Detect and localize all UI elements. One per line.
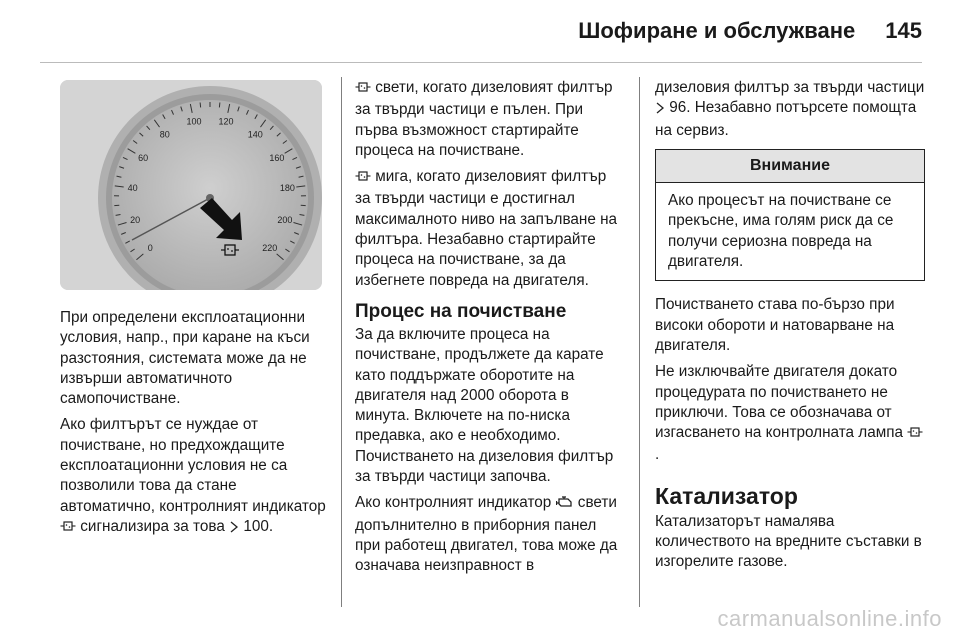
page-reference-icon xyxy=(229,519,239,539)
dpf-indicator-icon xyxy=(907,425,923,445)
paragraph: свети, когато дизеловият филтър за твърди частици е пълен. При първа възможност стартирайте процеса на почистване. xyxy=(355,79,613,159)
gauge-number: 160 xyxy=(269,152,285,163)
section-heading: Катализатор xyxy=(655,482,798,509)
paragraph: Ако контролният индикатор свети допълнително в приборния панел при работещ двигател, това може да означава неизправност в xyxy=(355,494,618,575)
gauge-number: 60 xyxy=(138,152,149,163)
gauge-number: 220 xyxy=(262,243,278,254)
gauge-number: 180 xyxy=(279,183,295,194)
column-right xyxy=(655,78,925,579)
column-divider xyxy=(639,77,640,607)
column-divider xyxy=(341,77,342,607)
notice-box xyxy=(655,149,925,281)
watermark: carmanualsonline.info xyxy=(717,606,942,631)
column-left xyxy=(60,80,330,545)
engine-check-icon xyxy=(556,495,574,515)
gauge-tick xyxy=(200,103,201,108)
speedometer-figure xyxy=(60,80,322,290)
header-rule xyxy=(40,62,922,63)
notice-text: Ако процесът на почистване се прекъсне, има голям риск да се получи сериозна повреда на двигателя. xyxy=(668,192,894,271)
gauge-number: 0 xyxy=(147,243,153,254)
dpf-indicator-icon xyxy=(60,519,76,539)
paragraph: Катализаторът намалява количеството на вредните съставки в изгорелите газове. xyxy=(655,512,922,571)
page-reference-icon xyxy=(655,100,665,120)
gauge-number: 40 xyxy=(127,183,138,194)
paragraph: мига, когато дизеловият филтър за твърди частици е достигнал максималното ниво на запълване на филтъра. Незабавно стартирайте процеса на почистване, за да избегнете повреда на двигателя. xyxy=(355,168,618,289)
section-heading: Процес на почистване xyxy=(355,300,567,322)
paragraph: Ако филтърът се нуждае от почистване, но предхождащите експлоатационни условия не са позволили това да стане автоматично, контролният индикатор сигнализира за това 100. xyxy=(60,415,330,539)
gauge-number: 80 xyxy=(159,129,170,140)
notice-title: Внимание xyxy=(656,150,924,183)
column-middle xyxy=(355,78,625,583)
page-header xyxy=(578,18,922,54)
gauge-number: 200 xyxy=(277,214,293,225)
header-title: Шофиране и обслужване xyxy=(578,18,856,43)
dpf-indicator-icon xyxy=(355,80,371,100)
gauge-number: 140 xyxy=(247,129,263,140)
paragraph: Не изключвайте двигателя докато процедурата по почистването не приключи. Това се обозначава от изгасването на контролната лампа . xyxy=(655,362,925,465)
paragraph: Почистването става по-бързо при високи обороти и натоварване на двигателя. xyxy=(655,296,895,354)
paragraph: За да включите процеса на почистване, продължете да карате като поддържате оборотите на двигателя над 2000 оборота в минута. Включете на по-ниска предавка, ако е необходимо. Почистването на дизеловия филтър за твърди частици започва. xyxy=(355,325,614,486)
dpf-indicator-icon xyxy=(355,169,371,189)
speedometer-illustration xyxy=(60,80,322,290)
gauge-tick xyxy=(219,103,220,108)
gauge-number: 120 xyxy=(218,116,234,127)
gauge-number: 20 xyxy=(130,214,141,225)
gauge-number: 100 xyxy=(186,116,202,127)
paragraph: дизеловия филтър за твърди частици 96. Незабавно потърсете помощта на сервиз. xyxy=(655,79,925,139)
paragraph: При определени експлоатационни условия, напр., при каране на къси разстояния, системата може да не извърши автоматичното самопочистване. xyxy=(60,309,310,408)
page-number: 145 xyxy=(885,18,922,43)
